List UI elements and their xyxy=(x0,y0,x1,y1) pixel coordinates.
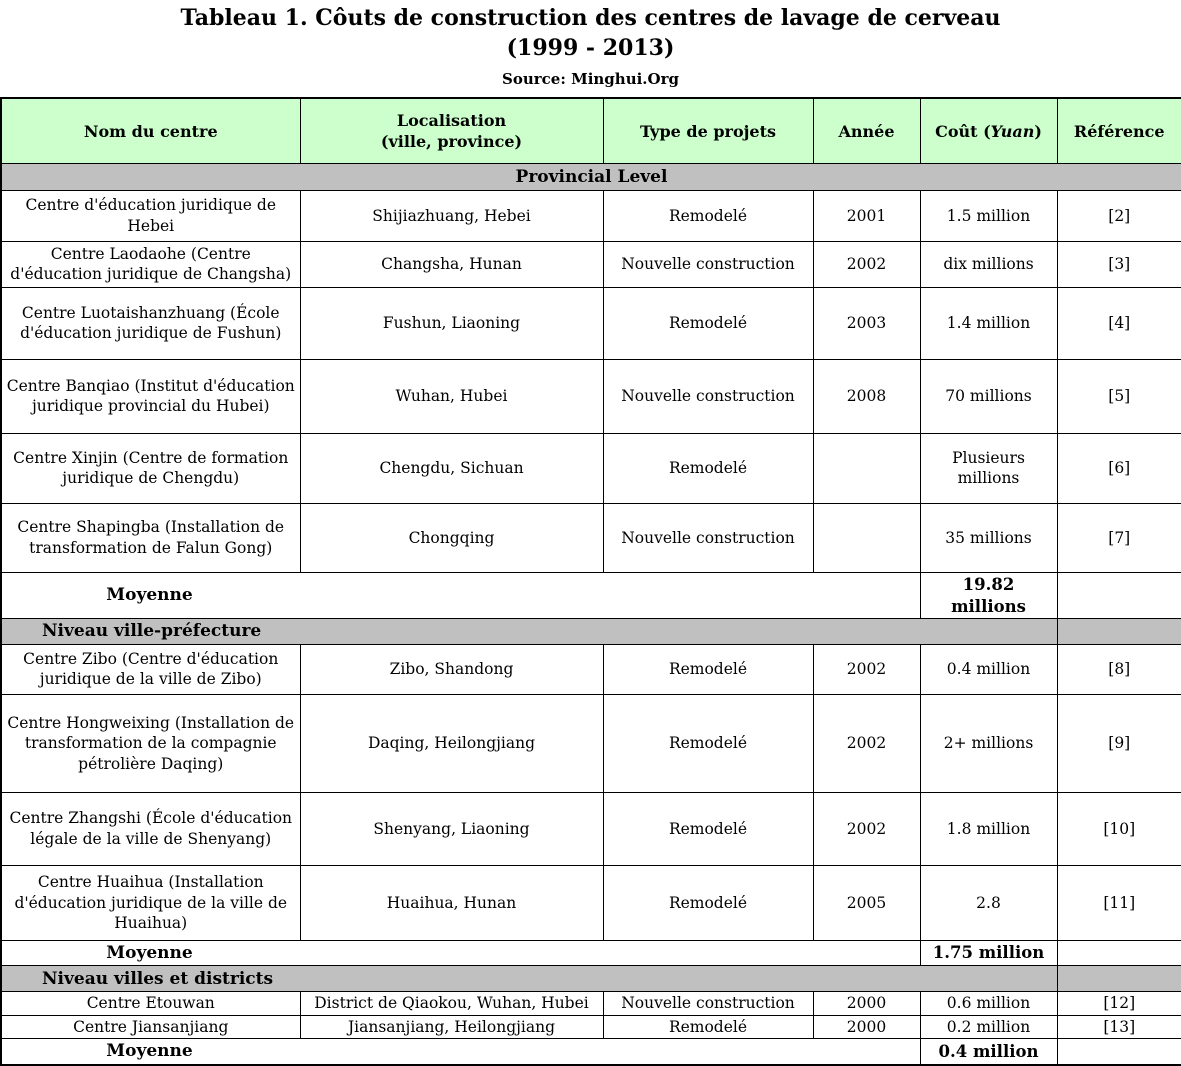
table-row xyxy=(1,694,1181,792)
cell-annee: 2002 xyxy=(813,241,920,287)
cell-type: Nouvelle construction xyxy=(603,359,813,433)
header-cout xyxy=(920,98,1057,163)
header-localisation xyxy=(300,98,603,163)
section-reference-empty xyxy=(1057,619,1181,644)
table-row xyxy=(1,992,1181,1015)
header-cout-suffix: ) xyxy=(1034,121,1042,141)
moyenne-value: 19.82 millions xyxy=(920,572,1057,619)
moyenne-label: Moyenne xyxy=(106,1041,193,1062)
cell-nom: Centre d'éducation juridique de Hebei xyxy=(1,190,300,241)
title-line-2: (1999 - 2013) xyxy=(506,34,675,61)
cell-annee xyxy=(813,433,920,503)
table-row xyxy=(1,644,1181,694)
cell-nom: Centre Shapingba (Installation de transformation de Falun Gong) xyxy=(1,503,300,572)
cell-nom: Centre Huaihua (Installation d'éducation juridique de la ville de Huaihua) xyxy=(1,865,300,940)
section-row-provincial xyxy=(1,163,1181,190)
cell-cout: 2.8 xyxy=(920,865,1057,940)
table-row xyxy=(1,287,1181,359)
cell-annee: 2002 xyxy=(813,644,920,694)
cell-annee: 2002 xyxy=(813,792,920,865)
cell-nom: Centre Etouwan xyxy=(1,992,300,1015)
moyenne-reference-empty xyxy=(1057,572,1181,619)
cell-type: Nouvelle construction xyxy=(603,503,813,572)
cell-type: Nouvelle construction xyxy=(603,241,813,287)
cell-reference: [10] xyxy=(1057,792,1181,865)
table-row xyxy=(1,792,1181,865)
section-row-villes-districts xyxy=(1,966,1181,992)
cell-annee: 2002 xyxy=(813,694,920,792)
cell-localisation: Chengdu, Sichuan xyxy=(300,433,603,503)
cell-reference: [3] xyxy=(1057,241,1181,287)
moyenne-row xyxy=(1,572,1181,619)
moyenne-reference-empty xyxy=(1057,1039,1181,1065)
cell-localisation: District de Qiaokou, Wuhan, Hubei xyxy=(300,992,603,1015)
cell-cout: dix millions xyxy=(920,241,1057,287)
table-row xyxy=(1,241,1181,287)
cell-localisation: Zibo, Shandong xyxy=(300,644,603,694)
section-label: Niveau villes et districts xyxy=(1,966,1057,992)
cell-cout: 1.4 million xyxy=(920,287,1057,359)
cell-reference: [5] xyxy=(1057,359,1181,433)
header-reference: Référence xyxy=(1057,98,1181,163)
moyenne-label: Moyenne xyxy=(106,942,193,963)
cell-cout: 0.2 million xyxy=(920,1015,1057,1038)
cell-nom: Centre Laodaohe (Centre d'éducation juridique de Changsha) xyxy=(1,241,300,287)
section-reference-empty xyxy=(1057,966,1181,992)
moyenne-row xyxy=(1,940,1181,965)
cell-localisation: Huaihua, Hunan xyxy=(300,865,603,940)
table-row xyxy=(1,190,1181,241)
cell-localisation: Shijiazhuang, Hebei xyxy=(300,190,603,241)
cell-annee xyxy=(813,503,920,572)
header-annee: Année xyxy=(813,98,920,163)
cell-cout: 0.4 million xyxy=(920,644,1057,694)
cell-cout: 1.8 million xyxy=(920,792,1057,865)
cell-localisation: Chongqing xyxy=(300,503,603,572)
cell-annee: 2008 xyxy=(813,359,920,433)
moyenne-row xyxy=(1,1039,1181,1065)
cell-reference: [2] xyxy=(1057,190,1181,241)
cell-cout: 70 millions xyxy=(920,359,1057,433)
cell-nom: Centre Hongweixing (Installation de transformation de la compagnie pétrolière Daqing) xyxy=(1,694,300,792)
cell-type: Remodelé xyxy=(603,433,813,503)
cell-cout: 0.6 million xyxy=(920,992,1057,1015)
cell-reference: [11] xyxy=(1057,865,1181,940)
table-row xyxy=(1,865,1181,940)
cell-type: Remodelé xyxy=(603,694,813,792)
cell-annee: 2005 xyxy=(813,865,920,940)
cell-cout: 2+ millions xyxy=(920,694,1057,792)
moyenne-value: 0.4 million xyxy=(920,1039,1057,1065)
cell-type: Nouvelle construction xyxy=(603,992,813,1015)
header-type: Type de projets xyxy=(603,98,813,163)
moyenne-reference-empty xyxy=(1057,940,1181,965)
cell-reference: [13] xyxy=(1057,1015,1181,1038)
cell-type: Remodelé xyxy=(603,865,813,940)
cell-type: Remodelé xyxy=(603,1015,813,1038)
header-nom: Nom du centre xyxy=(1,98,300,163)
cell-reference: [8] xyxy=(1057,644,1181,694)
cell-annee: 2000 xyxy=(813,1015,920,1038)
table-row xyxy=(1,503,1181,572)
cell-localisation: Jiansanjiang, Heilongjiang xyxy=(300,1015,603,1038)
page-title xyxy=(0,4,1181,63)
header-row xyxy=(1,98,1181,163)
cell-type: Remodelé xyxy=(603,190,813,241)
cell-reference: [12] xyxy=(1057,992,1181,1015)
moyenne-value: 1.75 million xyxy=(920,940,1057,965)
header-localisation-line2: (ville, province) xyxy=(380,132,523,152)
cell-annee: 2000 xyxy=(813,992,920,1015)
section-label: Provincial Level xyxy=(1,163,1181,190)
cell-nom: Centre Luotaishanzhuang (École d'éducation juridique de Fushun) xyxy=(1,287,300,359)
cell-type: Remodelé xyxy=(603,644,813,694)
cell-reference: [6] xyxy=(1057,433,1181,503)
header-cout-currency: Yuan xyxy=(990,121,1035,141)
cell-localisation: Wuhan, Hubei xyxy=(300,359,603,433)
table-row xyxy=(1,1015,1181,1038)
section-label: Niveau ville-préfecture xyxy=(1,619,1057,644)
source-line: Source: Minghui.Org xyxy=(502,70,679,89)
cell-annee: 2003 xyxy=(813,287,920,359)
cell-localisation: Fushun, Liaoning xyxy=(300,287,603,359)
cell-cout: 1.5 million xyxy=(920,190,1057,241)
cell-nom: Centre Banqiao (Institut d'éducation juridique provincial du Hubei) xyxy=(1,359,300,433)
table-row xyxy=(1,433,1181,503)
cell-localisation: Shenyang, Liaoning xyxy=(300,792,603,865)
section-row-ville-prefecture xyxy=(1,619,1181,644)
cell-cout: Plusieurs millions xyxy=(920,433,1057,503)
cell-annee: 2001 xyxy=(813,190,920,241)
cell-nom: Centre Zhangshi (École d'éducation légale de la ville de Shenyang) xyxy=(1,792,300,865)
cell-nom: Centre Xinjin (Centre de formation juridique de Chengdu) xyxy=(1,433,300,503)
cell-nom: Centre Zibo (Centre d'éducation juridique de la ville de Zibo) xyxy=(1,644,300,694)
cell-localisation: Changsha, Hunan xyxy=(300,241,603,287)
cell-nom: Centre Jiansanjiang xyxy=(1,1015,300,1038)
moyenne-label: Moyenne xyxy=(106,585,193,606)
cell-reference: [7] xyxy=(1057,503,1181,572)
cell-cout: 35 millions xyxy=(920,503,1057,572)
cell-reference: [4] xyxy=(1057,287,1181,359)
cell-type: Remodelé xyxy=(603,287,813,359)
cell-localisation: Daqing, Heilongjiang xyxy=(300,694,603,792)
header-localisation-line1: Localisation xyxy=(396,111,507,131)
title-line-1: Tableau 1. Côuts de construction des centres de lavage de cerveau xyxy=(180,5,1001,31)
cell-reference: [9] xyxy=(1057,694,1181,792)
header-cout-prefix: Coût ( xyxy=(935,121,991,141)
cell-type: Remodelé xyxy=(603,792,813,865)
table-row xyxy=(1,359,1181,433)
cost-table xyxy=(0,97,1181,1065)
